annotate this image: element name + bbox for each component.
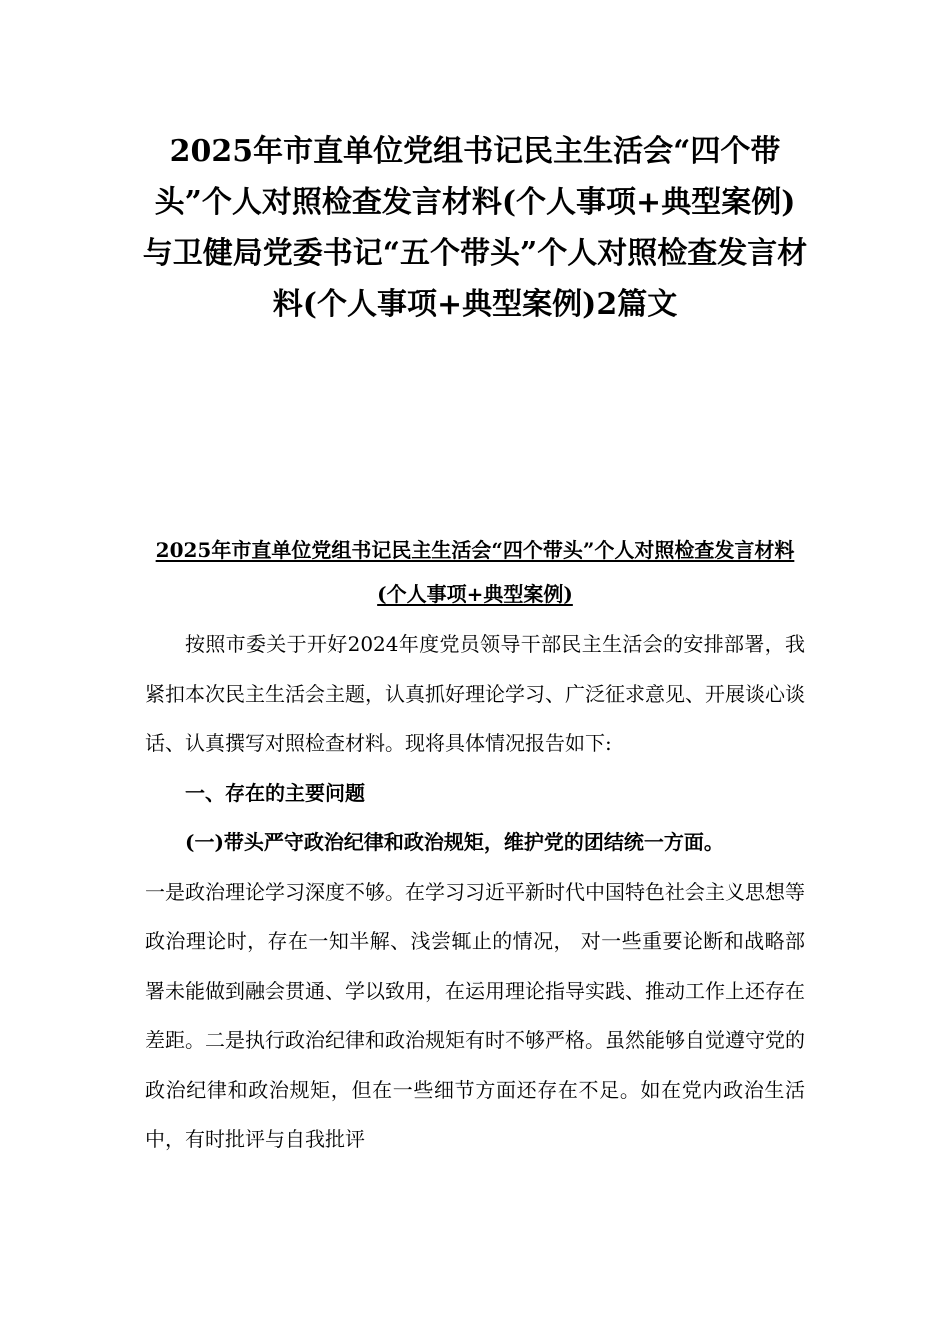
document-main-title: 2025年市直单位党组书记民主生活会“四个带头”个人对照检查发言材料(个人事项+典型案例)与卫健局党委书记“五个带头”个人对照检查发言材料(个人事项+典型案例)2篇文 bbox=[142, 134, 808, 322]
intro-paragraph: 按照市委关于开好2024年度党员领导干部民主生活会的安排部署，我紧扣本次民主生活会主题，认真抓好理论学习、广泛征求意见、开展谈心谈话、认真撰写对照检查材料。现将具体情况报告如下: bbox=[145, 632, 805, 755]
subsection-heading: (一)带头严守政治纪律和政治规矩，维护党的团结统一方面。 bbox=[185, 830, 724, 854]
section-heading: 一、存在的主要问题 bbox=[185, 780, 365, 805]
article-body bbox=[145, 528, 805, 1165]
article-title: 2025年市直单位党组书记民主生活会“四个带头”个人对照检查发言材料(个人事项+典型案例) bbox=[155, 538, 795, 606]
body-paragraph: 一是政治理论学习深度不够。在学习习近平新时代中国特色社会主义思想等政治理论时，存在一知半解、浅尝辄止的情况， 对一些重要论断和战略部署未能做到融会贯通、学以致用，在运用理论指导实践、推动工作上还存在差距。二是执行政治纪律和政治规矩有时不够严格。虽然能够自觉遵守党的政治纪律和政治规矩，但在一些细节方面还存在不足。如在党内政治生活中，有时批评与自我批评 bbox=[145, 879, 805, 1151]
